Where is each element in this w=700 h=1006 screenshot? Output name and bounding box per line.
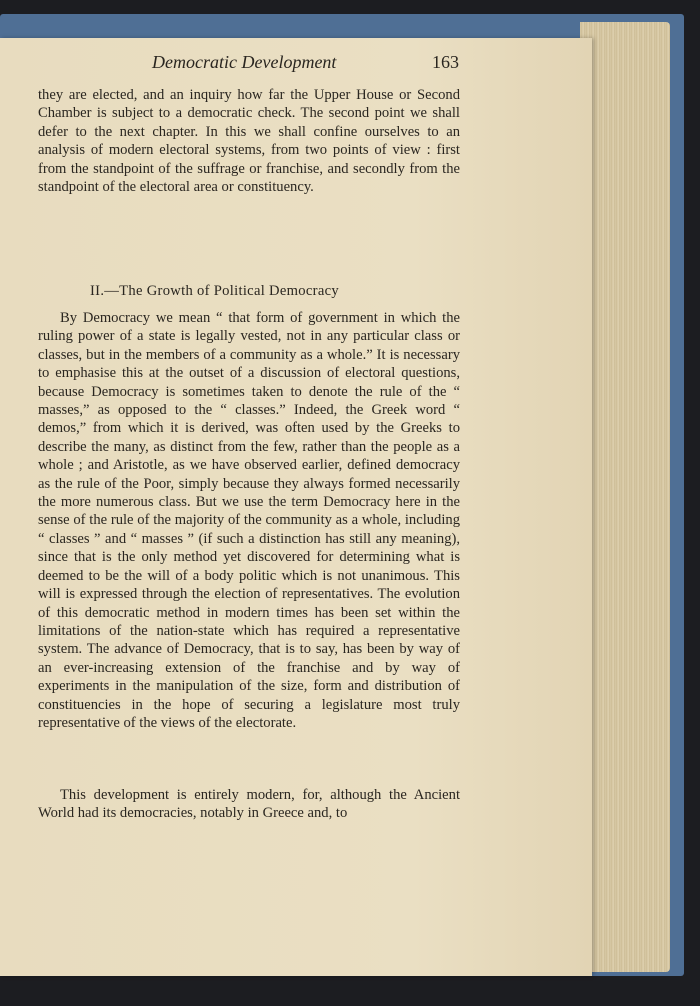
paragraph-text: This development is entirely modern, for, although the Ancient World had its democracies, notably in Greece and, to bbox=[38, 787, 460, 822]
section-heading-text: II.—The Growth of Political Democracy bbox=[90, 283, 339, 299]
paragraph-democracy-definition bbox=[38, 309, 460, 732]
paragraph-modern-development bbox=[38, 786, 460, 823]
page-header bbox=[0, 50, 592, 80]
section-heading bbox=[90, 283, 339, 300]
running-title: Democratic Development bbox=[152, 52, 337, 72]
page-number: 163 bbox=[432, 52, 459, 72]
paragraph-continuation bbox=[38, 86, 460, 196]
paragraph-text: they are elected, and an inquiry how far the Upper House or Second Chamber is subject to a democratic check. The second point we shall defer to the next chapter. In this we shall confine ourselves to an analysis of modern electoral systems, from two points of view : first from the standpoint of the suffrage or franchise, and secondly from the standpoint of the electoral area or constituency. bbox=[38, 87, 460, 196]
paragraph-text: By Democracy we mean “ that form of government in which the ruling power of a state is legally vested, not in any particular class or classes, but in the members of a community as a whole.” It is necessary to emphasise this at the outset of a discussion of electoral questions, because Democracy is sometimes taken to denote the rule of the “ masses,” as opposed to the “ classes.” Indeed, the Greek word “ demos,” from which it is derived, was often used by the Greeks to describe the many, as distinct from the few, rather than the people as a whole ; and Aristotle, as we have observed earlier, defined democracy as the rule of the Poor, simply because they always formed necessarily the more numerous class. But we use the term Democracy here in the sense of the rule of the majority of the community as a whole, including “ classes ” and “ masses ” (if such a distinction has still any meaning), since that is the only method yet discovered for determining what is deemed to be the will of a body politic which is not unanimous. This will is expressed through the election of representatives. The evolution of this democratic method in modern times has been set within the limitations of the nation-state which has required a representative system. The advance of Democracy, that is to say, has been by way of an ever-increasing extension of the franchise and by way of experiments in the manipulation of the size, form and distribution of constituencies in the hope of securing a legislature most truly representative of the views of the electorate. bbox=[38, 310, 460, 731]
page-edges bbox=[580, 22, 670, 972]
